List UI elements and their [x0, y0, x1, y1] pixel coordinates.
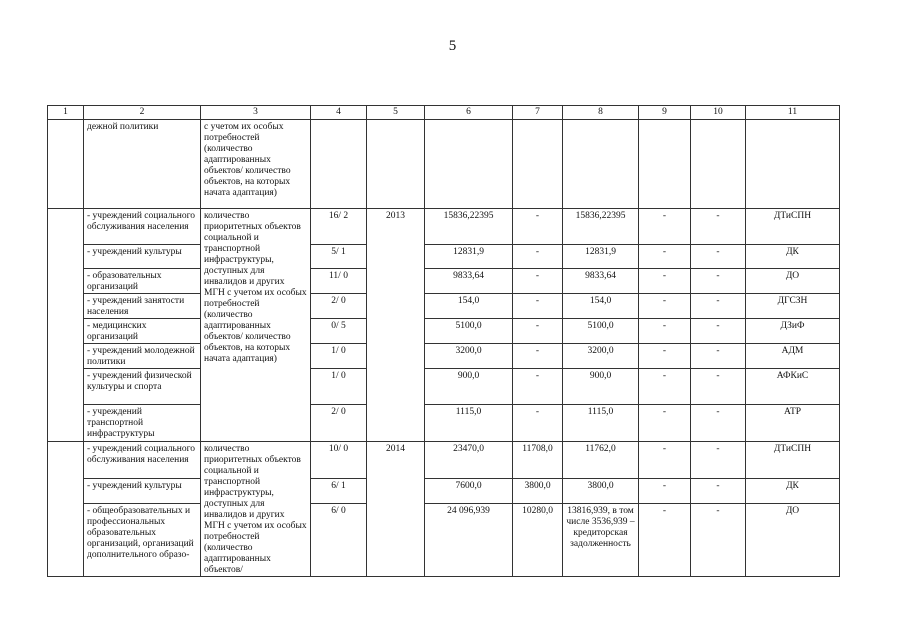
row-exec: ДО — [746, 269, 840, 294]
row-exec: ДТиСПН — [746, 209, 840, 245]
row-exec: ДГСЗН — [746, 294, 840, 319]
row-indicator: количество приоритетных объектов социальной и транспортной инфраструктуры, доступных для инвалидов и других МГН с учетом их особых потребностей (количество адаптированных объектов/ — [201, 442, 311, 577]
table-row — [48, 319, 840, 344]
row-name: - учреждений социального обслуживания населения — [84, 209, 201, 245]
table-row — [48, 479, 840, 504]
row-fed: - — [513, 269, 563, 294]
row-count: 0/ 5 — [311, 319, 367, 344]
row-fed: - — [513, 209, 563, 245]
row-total: 9833,64 — [425, 269, 513, 294]
row-total: 1115,0 — [425, 405, 513, 442]
row-exec: ДТиСПН — [746, 442, 840, 479]
row-reg: 900,0 — [563, 369, 639, 405]
row-name: - учреждений культуры — [84, 245, 201, 269]
row-reg: 3800,0 — [563, 479, 639, 504]
row-count: 2/ 0 — [311, 294, 367, 319]
row-total: 24 096,939 — [425, 503, 513, 577]
row-c10: - — [691, 442, 746, 479]
row-fed: - — [513, 369, 563, 405]
table-row — [48, 120, 840, 209]
table-row — [48, 405, 840, 442]
row-count: 1/ 0 — [311, 369, 367, 405]
row-c10: - — [691, 369, 746, 405]
col-header: 2 — [84, 106, 201, 120]
row-total: 23470,0 — [425, 442, 513, 479]
table-row — [48, 269, 840, 294]
col-header: 9 — [639, 106, 691, 120]
row-total: 900,0 — [425, 369, 513, 405]
row-total: 12831,9 — [425, 245, 513, 269]
row-c10: - — [691, 319, 746, 344]
row-fed: - — [513, 294, 563, 319]
row-reg: 1115,0 — [563, 405, 639, 442]
row-name: дежной политики — [84, 120, 201, 209]
row-count: 1/ 0 — [311, 344, 367, 369]
row-total: 7600,0 — [425, 479, 513, 504]
row-c9: - — [639, 442, 691, 479]
table-row — [48, 245, 840, 269]
row-total: 15836,22395 — [425, 209, 513, 245]
row-reg: 9833,64 — [563, 269, 639, 294]
row-exec: ДК — [746, 479, 840, 504]
table-row — [48, 344, 840, 369]
row-total: 5100,0 — [425, 319, 513, 344]
col-header: 6 — [425, 106, 513, 120]
row-year: 2014 — [367, 442, 425, 577]
row-exec: АФКиС — [746, 369, 840, 405]
row-name: - учреждений молодежной политики — [84, 344, 201, 369]
col-header: 5 — [367, 106, 425, 120]
row-c9: - — [639, 269, 691, 294]
row-indicator: с учетом их особых потребностей (количество адаптированных объектов/ количество объектов, на которых начата адаптация) — [201, 120, 311, 209]
row-fed: 3800,0 — [513, 479, 563, 504]
row-reg: 13816,939, в том числе 3536,939 – кредиторская задолженность — [563, 503, 639, 577]
row-name: - учреждений занятости населения — [84, 294, 201, 319]
row-year: 2013 — [367, 209, 425, 442]
column-number-row — [48, 106, 840, 120]
table-row — [48, 442, 840, 479]
row-exec: ДЗиФ — [746, 319, 840, 344]
row-count: 6/ 0 — [311, 503, 367, 577]
row-reg: 15836,22395 — [563, 209, 639, 245]
row-c9: - — [639, 344, 691, 369]
row-name: - образовательных организаций — [84, 269, 201, 294]
row-name: - общеобразовательных и профессиональных образовательных организаций, организаций дополнительного образо- — [84, 503, 201, 577]
row-reg: 12831,9 — [563, 245, 639, 269]
row-name: - медицинских организаций — [84, 319, 201, 344]
row-c10: - — [691, 245, 746, 269]
row-exec: ДК — [746, 245, 840, 269]
row-fed: - — [513, 319, 563, 344]
row-count: 11/ 0 — [311, 269, 367, 294]
col-header: 3 — [201, 106, 311, 120]
row-reg: 3200,0 — [563, 344, 639, 369]
row-c9: - — [639, 294, 691, 319]
row-c10: - — [691, 503, 746, 577]
row-c9: - — [639, 405, 691, 442]
col-header: 10 — [691, 106, 746, 120]
table-row — [48, 503, 840, 577]
row-fed: 10280,0 — [513, 503, 563, 577]
row-fed: - — [513, 245, 563, 269]
table-row — [48, 294, 840, 319]
row-c9: - — [639, 503, 691, 577]
page-number: 5 — [448, 38, 457, 54]
row-count: 5/ 1 — [311, 245, 367, 269]
row-exec: ДО — [746, 503, 840, 577]
row-reg: 154,0 — [563, 294, 639, 319]
col-header: 11 — [746, 106, 840, 120]
row-total: 3200,0 — [425, 344, 513, 369]
row-name: - учреждений культуры — [84, 479, 201, 504]
row-name: - учреждений социального обслуживания населения — [84, 442, 201, 479]
row-reg: 5100,0 — [563, 319, 639, 344]
col-header: 1 — [48, 106, 84, 120]
row-exec: АДМ — [746, 344, 840, 369]
table-row — [48, 369, 840, 405]
row-exec: АТР — [746, 405, 840, 442]
row-fed: - — [513, 405, 563, 442]
col-header: 4 — [311, 106, 367, 120]
program-table — [47, 105, 840, 577]
col-header: 8 — [563, 106, 639, 120]
row-count: 6/ 1 — [311, 479, 367, 504]
row-c10: - — [691, 479, 746, 504]
row-c10: - — [691, 269, 746, 294]
row-c9: - — [639, 209, 691, 245]
row-c9: - — [639, 369, 691, 405]
row-c10: - — [691, 209, 746, 245]
row-total: 154,0 — [425, 294, 513, 319]
row-count: 2/ 0 — [311, 405, 367, 442]
row-indicator: количество приоритетных объектов социальной и транспортной инфраструктуры, доступных для инвалидов и других МГН с учетом их особых потребностей (количество адаптированных объектов/ количество объектов, на которых начата адаптация) — [201, 209, 311, 442]
col-header: 7 — [513, 106, 563, 120]
row-name: - учреждений физической культуры и спорта — [84, 369, 201, 405]
row-c9: - — [639, 479, 691, 504]
row-c9: - — [639, 319, 691, 344]
row-name: - учреждений транспортной инфраструктуры — [84, 405, 201, 442]
row-fed: 11708,0 — [513, 442, 563, 479]
row-c10: - — [691, 294, 746, 319]
row-c10: - — [691, 344, 746, 369]
row-reg: 11762,0 — [563, 442, 639, 479]
row-fed: - — [513, 344, 563, 369]
table-row — [48, 209, 840, 245]
row-c9: - — [639, 245, 691, 269]
row-count: 16/ 2 — [311, 209, 367, 245]
row-count: 10/ 0 — [311, 442, 367, 479]
row-c10: - — [691, 405, 746, 442]
